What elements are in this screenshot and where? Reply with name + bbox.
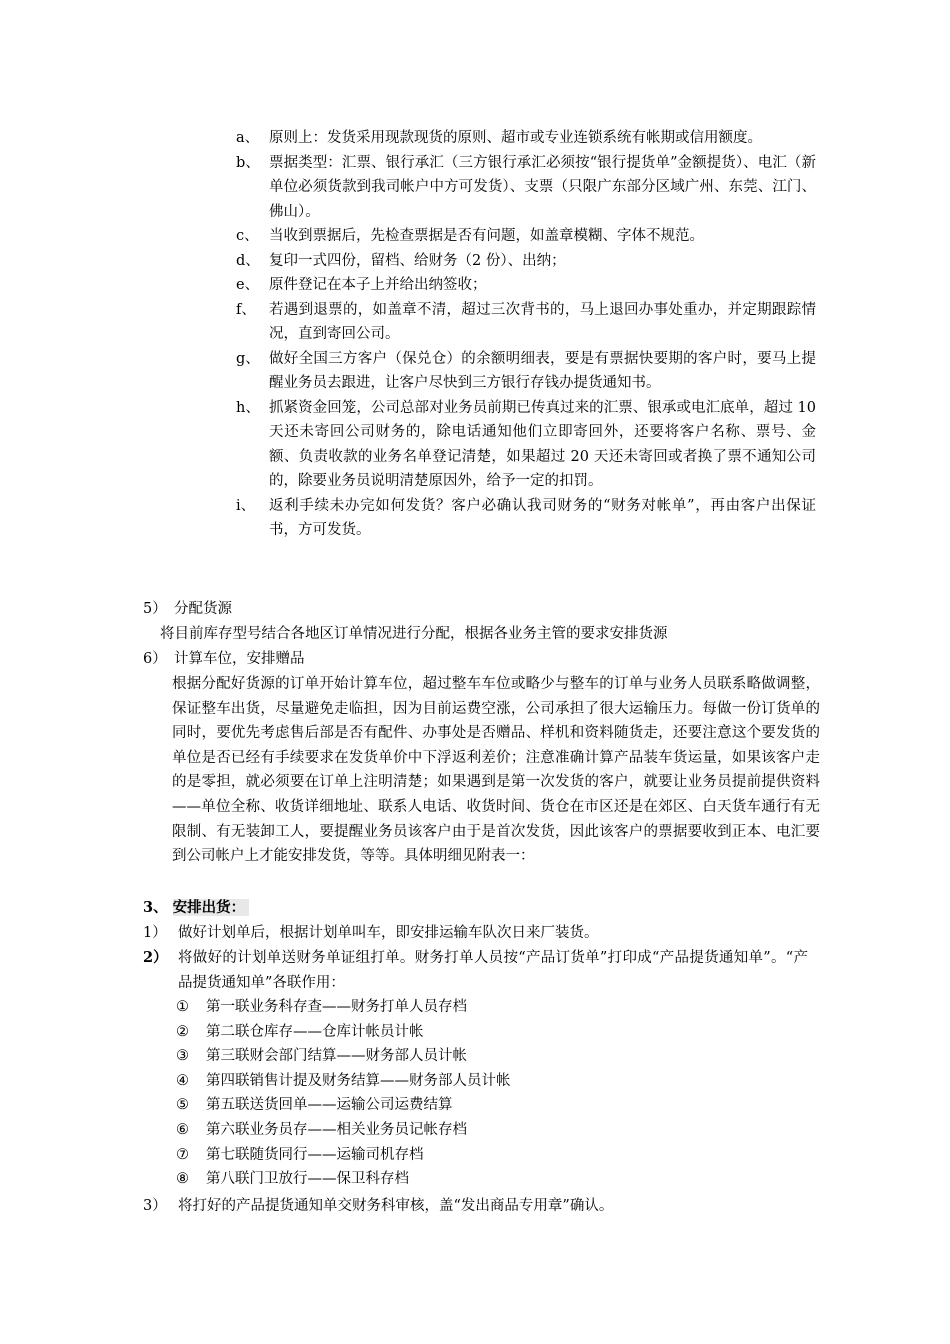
list-marker: d、 — [236, 252, 260, 269]
section-title: 安排出货： — [173, 899, 250, 916]
item-title: 计算车位，安排赠品 — [174, 651, 305, 667]
circled-number: ③ — [176, 1048, 189, 1065]
copy-text: 第三联财会部门结算——财务部人员计帐 — [206, 1048, 467, 1065]
copy-text: 第七联随货同行——运输司机存档 — [206, 1146, 424, 1163]
list-item — [236, 347, 816, 396]
list-item — [236, 273, 816, 298]
circled-number: ⑤ — [176, 1097, 189, 1114]
list-text: 返利手续未办完如何发货？客户必确认我司财务的“财务对帐单”，再由客户出保证书，方可发货。 — [269, 497, 816, 538]
list-item — [176, 1020, 676, 1045]
list-marker: h、 — [236, 399, 260, 416]
step-text: 将打好的产品提货通知单交财务科审核，盖“发出商品专用章”确认。 — [178, 1198, 614, 1214]
list-item — [236, 126, 816, 151]
list-marker: g、 — [236, 350, 260, 367]
list-item — [176, 1167, 676, 1192]
list-item — [236, 224, 816, 249]
list-marker: b、 — [236, 154, 260, 171]
list-text: 若遇到退票的，如盖章不清，超过三次背书的，马上退回办事处重办，并定期跟踪情况，直到寄回公司。 — [269, 301, 816, 342]
copy-text: 第一联业务科存查——财务打单人员存档 — [206, 999, 467, 1015]
list-marker: e、 — [236, 277, 260, 293]
circled-number: ① — [176, 999, 189, 1015]
item-number: 6） — [143, 651, 167, 667]
list-text: 复印一式四份，留档、给财务（2 份）、出纳； — [269, 252, 566, 269]
list-marker: c、 — [236, 228, 259, 244]
item5-body: 将目前库存型号结合各地区订单情况进行分配，根据各业务主管的要求安排货源 — [160, 626, 668, 642]
list-item — [176, 995, 676, 1020]
step-3 — [143, 1194, 823, 1219]
item6-body: 根据分配好货源的订单开始计算车位，超过整车车位或略少与整车的订单与业务人员联系略做调整，保证整车出货，尽量避免走临担，因为目前运费空涨，公司承担了很大运输压力。每做一份订货单的同时，要优先考虑售后部是否有配件、办事处是否赠品、样机和资料随货走，还要注意这个要发货的单位是否已经有手续要求在发货单价中下浮返利差价；注意准确计算产品装车货运量，如果该客户走的是零担，就必须要在订单上注明清楚；如果遇到是第一次发货的客户，就要让业务员提前提供资料——单位全称、收货详细地址、联系人电话、收货时间、货仓在市区还是在郊区、白天货车通行有无限制、有无装卸工人，要提醒业务员该客户由于是首次发货，因此该客户的票据要收到正本、电汇要到公司帐户上才能安排发货，等等。具体明细见附表一： — [172, 676, 820, 865]
circled-number: ④ — [176, 1072, 189, 1089]
list-text: 当收到票据后，先检查票据是否有问题，如盖章模糊、字体不规范。 — [269, 228, 704, 244]
list-text: 抓紧资金回笼，公司总部对业务员前期已传真过来的汇票、银承或电汇底单，超过 10 天还未寄回公司财务的，除电话通知他们立即寄回外，还要将客户名称、票号、金额、负责收款的业务名单登记清楚，如果超过 20 天还未寄回或者换了票不通知公司的，除要业务员说明清楚原因外，给予一定的扣罚。 — [269, 399, 816, 489]
step-2 — [143, 946, 808, 995]
list-item — [176, 1093, 676, 1118]
copy-text: 第二联仓库存——仓库计帐员计帐 — [206, 1023, 424, 1040]
list-text: 票据类型：汇票、银行承汇（三方银行承汇必须按“银行提货单”金额提货）、电汇（新单位必须货款到我司帐户中方可发货）、支票（只限广东部分区域广州、东莞、江门、佛山）。 — [269, 154, 816, 220]
list-item — [236, 396, 816, 494]
item-number: 5） — [143, 601, 167, 617]
step-text: 将做好的计划单送财务单证组打单。财务打单人员按“产品订货单”打印成“产品提货通知单”。“产品提货通知单”各联作用： — [178, 950, 808, 991]
item5-heading — [143, 597, 823, 622]
list-item — [236, 494, 816, 543]
payment-rules-list — [236, 126, 816, 543]
item-title: 分配货源 — [174, 601, 232, 617]
list-item — [176, 1118, 676, 1143]
copy-text: 第五联送货回单——运输公司运费结算 — [206, 1097, 453, 1114]
list-item — [176, 1143, 676, 1168]
list-text: 做好全国三方客户（保兑仓）的余额明细表，要是有票据快要期的客户时，要马上提醒业务员去跟进，让客户尽快到三方银行存钱办提货通知书。 — [269, 350, 816, 391]
step-number: 2） — [143, 949, 168, 966]
step-number: 3） — [143, 1198, 167, 1214]
section-heading — [143, 896, 249, 921]
list-item — [176, 1069, 676, 1094]
step-1 — [143, 921, 823, 946]
step-number: 1） — [143, 925, 167, 941]
section-number: 3、 — [143, 899, 168, 916]
list-marker: f、 — [236, 301, 256, 318]
list-item — [236, 151, 816, 225]
item6-heading — [143, 647, 823, 672]
circled-number: ⑧ — [176, 1171, 189, 1188]
list-marker: i、 — [236, 497, 256, 514]
circled-number: ⑦ — [176, 1146, 189, 1163]
copy-text: 第八联门卫放行——保卫科存档 — [206, 1171, 409, 1188]
list-text: 原件登记在本子上并给出纳签收； — [269, 277, 487, 293]
copies-list — [176, 995, 676, 1192]
list-marker: a、 — [236, 130, 260, 146]
copy-text: 第六联业务员存——相关业务员记帐存档 — [206, 1121, 467, 1138]
circled-number: ② — [176, 1023, 189, 1040]
copy-text: 第四联销售计提及财务结算——财务部人员计帐 — [206, 1072, 511, 1089]
list-item — [236, 298, 816, 347]
list-item — [176, 1044, 676, 1069]
circled-number: ⑥ — [176, 1121, 189, 1138]
step-text: 做好计划单后，根据计划单叫车，即安排运输车队次日来厂装货。 — [178, 925, 599, 941]
list-item — [236, 249, 816, 274]
list-text: 原则上：发货采用现款现货的原则、超市或专业连锁系统有帐期或信用额度。 — [269, 130, 762, 146]
